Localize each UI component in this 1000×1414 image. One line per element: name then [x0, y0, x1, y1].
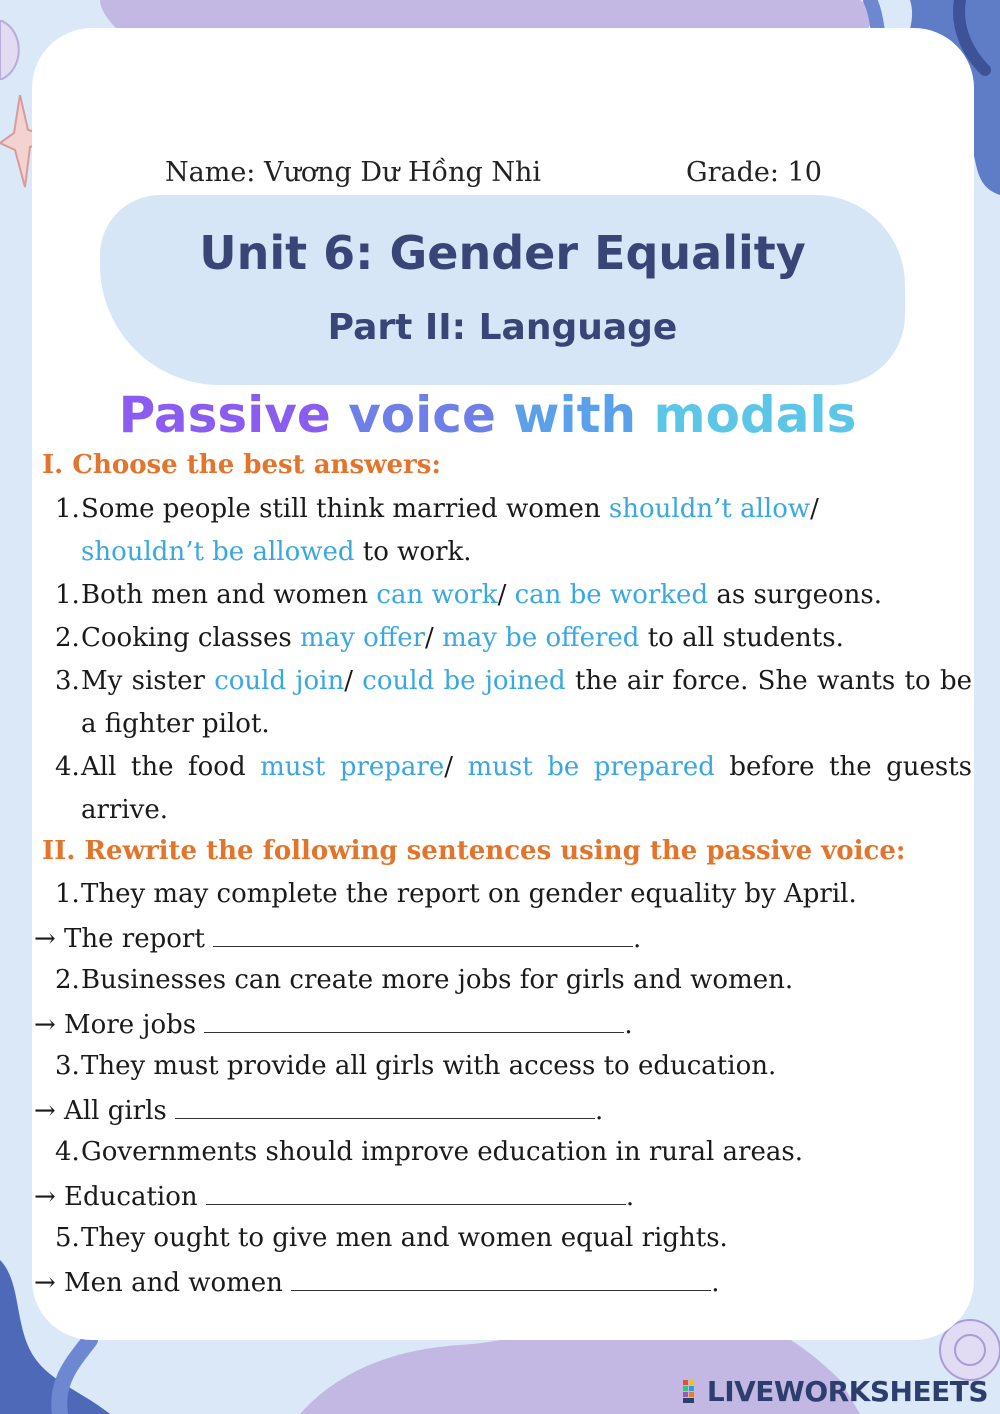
answer-option[interactable]: could be joined [362, 666, 566, 696]
student-name: Name: Vương Dư Hồng Nhi [165, 157, 541, 188]
section1-heading: I. Choose the best answers: [42, 450, 441, 480]
shell-icon [0, 20, 25, 80]
question-text: as surgeons. [708, 580, 883, 610]
answer-blank[interactable] [204, 1002, 624, 1033]
question-text: to all students. [639, 623, 844, 653]
question-text: before the guests arrive. [81, 752, 973, 825]
answer-option[interactable]: must prepare [260, 752, 445, 782]
answer-end: . [711, 1268, 720, 1298]
main-title-word: Passive [118, 386, 349, 444]
question-item [55, 660, 972, 746]
question-item [55, 746, 972, 832]
option-separator: / [425, 623, 443, 653]
answer-option[interactable]: may offer [299, 623, 426, 653]
grade-label: Grade: 10 [686, 157, 822, 188]
title-box [100, 195, 905, 385]
answer-line [34, 1088, 603, 1133]
answer-end: . [595, 1096, 604, 1126]
question-text: Both men and women [81, 580, 377, 610]
answer-prefix: → The report [34, 924, 205, 954]
main-title-word: voice [348, 386, 514, 444]
sentence-text: Governments should improve education in rural areas. [81, 1137, 803, 1167]
question-number: 5. [55, 1223, 80, 1253]
answer-prefix: → All girls [34, 1096, 167, 1126]
answer-option[interactable]: can work [376, 580, 498, 610]
option-separator: / [497, 580, 515, 610]
unit-title: Unit 6: Gender Equality [199, 226, 806, 280]
question-number: 1. [55, 494, 80, 524]
answer-line [34, 916, 641, 961]
question-number: 1. [55, 580, 80, 610]
answer-blank[interactable] [206, 1174, 626, 1205]
rewrite-sentence [55, 1131, 972, 1174]
answer-option[interactable]: can be worked [514, 580, 709, 610]
answer-option[interactable]: shouldn’t be allowed [81, 537, 355, 567]
question-number: 3. [55, 1051, 80, 1081]
question-number: 4. [55, 752, 80, 782]
sentence-text: They ought to give men and women equal rights. [81, 1223, 728, 1253]
question-number: 3. [55, 666, 80, 696]
question-text: the air force. She wants to be a fighter pilot. [81, 666, 972, 739]
liveworksheets-brand [683, 1375, 988, 1408]
answer-prefix: → Men and women [34, 1268, 283, 1298]
sentence-text: They may complete the report on gender equality by April. [81, 879, 857, 909]
liveworksheets-logo-icon [683, 1380, 705, 1404]
answer-option[interactable]: must be prepared [467, 752, 715, 782]
part-title: Part II: Language [327, 307, 678, 348]
main-title [0, 386, 975, 444]
rewrite-sentence [55, 873, 972, 916]
answer-line [34, 1260, 719, 1305]
answer-blank[interactable] [213, 916, 633, 947]
main-title-word: modals [653, 386, 857, 444]
answer-option[interactable]: shouldn’t allow [608, 494, 811, 524]
option-separator: / [444, 752, 468, 782]
rewrite-sentence [55, 1217, 972, 1260]
answer-prefix: → Education [34, 1182, 198, 1212]
answer-blank[interactable] [175, 1088, 595, 1119]
brand-text: LIVEWORKSHEETS [706, 1375, 988, 1408]
answer-option[interactable]: may be offered [442, 623, 640, 653]
option-separator: / [810, 494, 819, 524]
question-text: to work. [354, 537, 472, 567]
answer-prefix: → More jobs [34, 1010, 197, 1040]
question-text: All the food [81, 752, 261, 782]
question-item [55, 488, 972, 574]
rewrite-sentence [55, 959, 972, 1002]
main-title-word: with [513, 386, 654, 444]
option-separator: / [344, 666, 363, 696]
question-item [55, 574, 972, 617]
question-number: 4. [55, 1137, 80, 1167]
sentence-text: They must provide all girls with access to education. [81, 1051, 777, 1081]
question-text: My sister [81, 666, 215, 696]
question-text: Some people still think married women [81, 494, 609, 524]
answer-end: . [624, 1010, 633, 1040]
sentence-text: Businesses can create more jobs for girls and women. [81, 965, 794, 995]
answer-end: . [625, 1182, 635, 1212]
question-text: Cooking classes [81, 623, 300, 653]
question-number: 1. [55, 879, 80, 909]
answer-line [34, 1174, 634, 1219]
answer-option[interactable]: could join [214, 666, 345, 696]
section2-heading: II. Rewrite the following sentences using the passive voice: [42, 836, 906, 866]
answer-end: . [633, 924, 642, 954]
question-item [55, 617, 972, 660]
answer-blank[interactable] [291, 1260, 711, 1291]
answer-line [34, 1002, 633, 1047]
question-number: 2. [55, 623, 80, 653]
rewrite-sentence [55, 1045, 972, 1088]
question-number: 2. [55, 965, 80, 995]
